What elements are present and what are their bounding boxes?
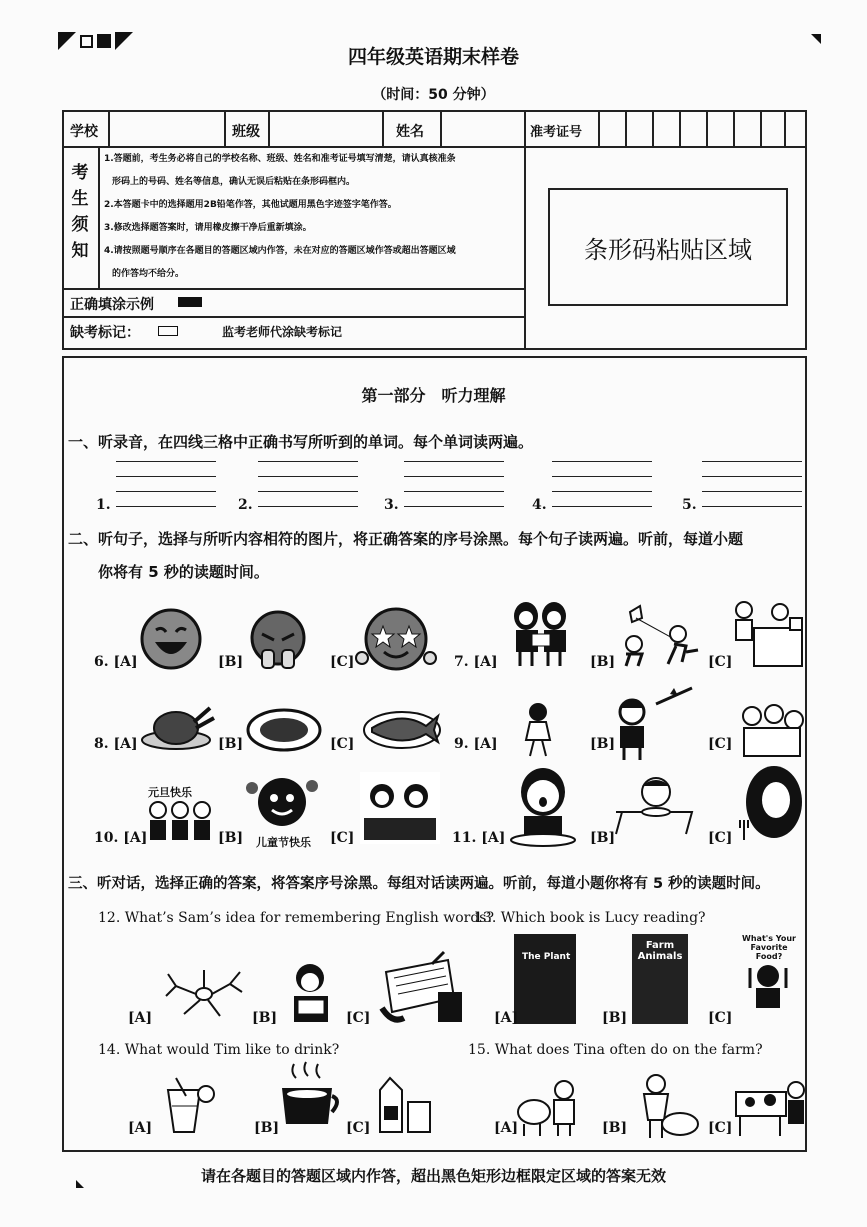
book-title: Farm bbox=[645, 940, 675, 951]
writing-line bbox=[404, 476, 504, 477]
q9-option-b[interactable]: [B] bbox=[590, 736, 616, 752]
book-title: The Plant bbox=[522, 952, 571, 962]
absent-label: 缺考标记： bbox=[70, 325, 140, 341]
class-label: 班级 bbox=[232, 124, 260, 140]
writing-line bbox=[404, 461, 504, 462]
q12-option-a[interactable]: [A] bbox=[128, 1010, 153, 1026]
q13-option-a[interactable]: [A] bbox=[494, 1010, 519, 1026]
girl-eating-icon bbox=[738, 766, 804, 846]
writing-line bbox=[258, 476, 358, 477]
q10-option-b[interactable]: [B] bbox=[218, 830, 244, 846]
writing-line bbox=[258, 506, 358, 507]
book-title: Animals bbox=[637, 951, 683, 962]
footer-note: 请在各题目的答题区域内作答，超出黑色矩形边框限定区域的答案无效 bbox=[200, 1167, 666, 1185]
q6-option-a[interactable]: 6. [A] bbox=[94, 654, 138, 670]
divider bbox=[524, 110, 526, 350]
q13-text: 13. Which book is Lucy reading? bbox=[474, 910, 706, 926]
q15-option-b[interactable]: [B] bbox=[602, 1120, 628, 1136]
q8-option-c[interactable]: [C] bbox=[330, 736, 355, 752]
q7-option-b[interactable]: [B] bbox=[590, 654, 616, 670]
writing-line bbox=[116, 461, 216, 462]
q9-option-a[interactable]: 9. [A] bbox=[454, 736, 498, 752]
roast-turkey-icon bbox=[140, 702, 216, 752]
new-year-children-icon bbox=[146, 800, 212, 846]
q11-option-a[interactable]: 11. [A] bbox=[452, 830, 506, 846]
q15-option-c[interactable]: [C] bbox=[708, 1120, 733, 1136]
writing-line bbox=[702, 491, 802, 492]
note-line: 2.本答题卡中的选择题用2B铅笔作答，其他试题用黑色字迹签字笔作答。 bbox=[104, 200, 397, 210]
book-title: What's Your bbox=[742, 934, 796, 943]
q15-text: 15. What does Tina often do on the farm? bbox=[468, 1042, 763, 1058]
note-line: 形码上的号码、姓名等信息，确认无误后粘贴在条形码框内。 bbox=[112, 177, 356, 187]
q12-option-b[interactable]: [B] bbox=[252, 1010, 278, 1026]
family-dinner-icon bbox=[360, 772, 440, 844]
page-title: 四年级英语期末样卷 bbox=[347, 46, 519, 68]
writing-line bbox=[404, 506, 504, 507]
q10-option-a[interactable]: 10. [A] bbox=[94, 830, 148, 846]
girl-with-sheep-icon bbox=[516, 1076, 586, 1138]
school-label: 学校 bbox=[70, 124, 98, 140]
absent-checkbox[interactable] bbox=[158, 326, 178, 336]
question-number: 1. bbox=[96, 497, 111, 513]
barcode-area: 条形码粘贴区域 bbox=[548, 188, 788, 306]
q13-option-b[interactable]: [B] bbox=[602, 1010, 628, 1026]
children-flying-kite-icon bbox=[616, 604, 700, 668]
question-number: 4. bbox=[532, 497, 547, 513]
section1-title: 一、听录音，在四线三格中正确书写所听到的单词。每个单词读两遍。 bbox=[68, 433, 534, 451]
name-field[interactable] bbox=[442, 112, 522, 144]
divider bbox=[224, 110, 226, 146]
mind-map-icon bbox=[164, 966, 244, 1020]
notice-char: 考 bbox=[71, 163, 89, 183]
q8-option-a[interactable]: 8. [A] bbox=[94, 736, 138, 752]
writing-line bbox=[404, 491, 504, 492]
two-girls-reading-icon bbox=[508, 600, 574, 668]
girl-milking-cow-icon bbox=[732, 1078, 808, 1140]
exam-number-field[interactable] bbox=[600, 112, 800, 144]
note-line: 3.修改选择题答案时，请用橡皮擦干净后重新填涂。 bbox=[104, 223, 312, 233]
divider bbox=[62, 316, 525, 318]
milk-carton-and-glass-icon bbox=[376, 1076, 436, 1136]
teacher-with-students-icon bbox=[730, 598, 806, 668]
school-field[interactable] bbox=[110, 112, 222, 144]
absent-note: 监考老师代涂缺考标记 bbox=[222, 325, 343, 339]
childrens-day-balloons-icon bbox=[244, 774, 320, 834]
q12-text: 12. What’s Sam’s idea for remembering English words? bbox=[98, 910, 494, 926]
writing-line bbox=[116, 491, 216, 492]
q8-option-b[interactable]: [B] bbox=[218, 736, 244, 752]
q14-text: 14. What would Tim like to drink? bbox=[98, 1042, 340, 1058]
laughing-face-icon bbox=[140, 608, 202, 670]
book-farm-animals bbox=[632, 934, 688, 1024]
girl-walking-icon bbox=[516, 700, 566, 758]
hot-drink-cup-icon bbox=[276, 1060, 342, 1132]
q6-option-b[interactable]: [B] bbox=[218, 654, 244, 670]
divider bbox=[62, 288, 525, 290]
book-title: Favorite Food? bbox=[750, 943, 788, 961]
q14-option-b[interactable]: [B] bbox=[254, 1120, 280, 1136]
writing-line bbox=[258, 491, 358, 492]
boy-and-bird-icon bbox=[612, 684, 696, 760]
writing-line bbox=[552, 506, 652, 507]
hand-writing-notebook-icon bbox=[378, 958, 462, 1024]
new-year-text: 元旦快乐 bbox=[148, 786, 192, 799]
book-favorite-food bbox=[738, 934, 800, 961]
notice-char: 知 bbox=[71, 241, 89, 261]
writing-line bbox=[116, 476, 216, 477]
star-eyes-face-icon bbox=[356, 606, 436, 672]
childrens-day-text: 儿童节快乐 bbox=[256, 836, 311, 849]
girl-feeding-pig-icon bbox=[634, 1072, 700, 1142]
girl-singing-icon bbox=[508, 766, 578, 846]
section2-title-line2: 你将有 5 秒的读题时间。 bbox=[98, 563, 269, 581]
group-of-children-icon bbox=[738, 702, 806, 760]
q14-option-c[interactable]: [C] bbox=[346, 1120, 371, 1136]
note-line: 4.请按照题号顺序在各题目的答题区域内作答，未在对应的答题区域作答或超出答题区域 bbox=[104, 246, 456, 256]
writing-line bbox=[552, 476, 652, 477]
note-line: 的作答均不给分。 bbox=[112, 269, 185, 279]
notice-char: 须 bbox=[71, 215, 89, 235]
steak-plate-icon bbox=[246, 706, 322, 752]
question-number: 2. bbox=[238, 497, 253, 513]
q10-option-c[interactable]: [C] bbox=[330, 830, 355, 846]
writing-line bbox=[116, 506, 216, 507]
name-label: 姓名 bbox=[396, 124, 424, 140]
fill-example-label: 正确填涂示例 bbox=[70, 297, 154, 313]
exam-number-label: 准考证号 bbox=[530, 125, 583, 140]
notice-char: 生 bbox=[71, 189, 89, 209]
crying-face-icon bbox=[248, 610, 308, 670]
notice-vertical-label bbox=[70, 160, 90, 264]
section2-title-line1: 二、听句子，选择与所听内容相符的图片，将正确答案的序号涂黑。每个句子读两遍。听前，每道小题 bbox=[68, 530, 744, 548]
q12-option-c[interactable]: [C] bbox=[346, 1010, 371, 1026]
writing-line bbox=[702, 461, 802, 462]
q11-option-b[interactable]: [B] bbox=[590, 830, 616, 846]
q14-option-a[interactable]: [A] bbox=[128, 1120, 153, 1136]
question-number: 5. bbox=[682, 497, 697, 513]
exam-time: （时间：50 分钟） bbox=[372, 87, 495, 103]
writing-line bbox=[552, 491, 652, 492]
exam-notes bbox=[104, 148, 524, 286]
book-the-plant bbox=[514, 934, 576, 1024]
filled-mark-example bbox=[178, 297, 202, 307]
fish-plate-icon bbox=[362, 706, 442, 750]
q15-option-a[interactable]: [A] bbox=[494, 1120, 519, 1136]
part-title: 第一部分 听力理解 bbox=[361, 386, 506, 405]
lemonade-glass-icon bbox=[158, 1076, 216, 1136]
child-with-fork-icon bbox=[746, 962, 790, 1010]
writing-line bbox=[552, 461, 652, 462]
q9-option-c[interactable]: [C] bbox=[708, 736, 733, 752]
divider bbox=[98, 146, 100, 288]
boy-reading-book-icon bbox=[288, 962, 334, 1024]
child-eating-at-table-icon bbox=[612, 772, 696, 838]
q6-option-c[interactable]: [C] bbox=[330, 654, 355, 670]
writing-line bbox=[702, 476, 802, 477]
divider bbox=[382, 110, 384, 146]
note-line: 1.答题前，考生务必将自己的学校名称、班级、姓名和准考证号填写清楚，请认真核准条 bbox=[104, 154, 456, 164]
q7-option-c[interactable]: [C] bbox=[708, 654, 733, 670]
writing-line bbox=[702, 506, 802, 507]
question-number: 3. bbox=[384, 497, 399, 513]
q13-option-c[interactable]: [C] bbox=[708, 1010, 733, 1026]
section3-title: 三、听对话，选择正确的答案，将答案序号涂黑。每组对话读两遍。听前，每道小题你将有 5 秒的读题时间。 bbox=[68, 876, 770, 892]
q11-option-c[interactable]: [C] bbox=[708, 830, 733, 846]
class-field[interactable] bbox=[270, 112, 380, 144]
q7-option-a[interactable]: 7. [A] bbox=[454, 654, 498, 670]
writing-line bbox=[258, 461, 358, 462]
